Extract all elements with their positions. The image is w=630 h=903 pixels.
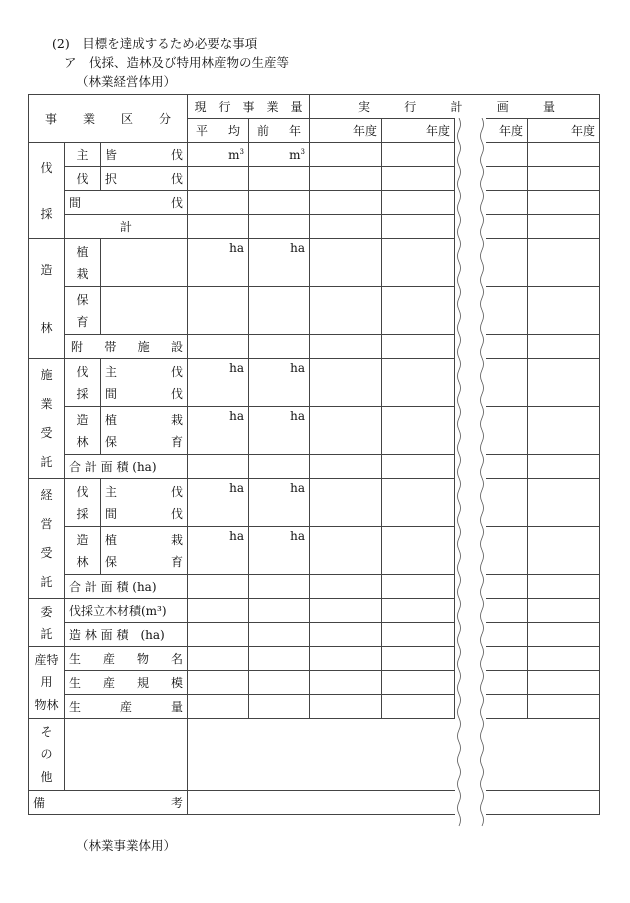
wavy-break-lines: [455, 118, 486, 830]
sekyo-gokei: 合 計 面 積 (ha): [65, 455, 188, 479]
unit-m3-zennen: $m^3$: [249, 143, 310, 167]
group-zorin: 造 林: [29, 239, 65, 359]
unit-ha: ha: [188, 479, 249, 527]
table-break-marker: [455, 118, 486, 830]
unit-ha: ha: [188, 359, 249, 407]
keiei-shoku-hoiku: 植 栽 保 育: [101, 527, 188, 575]
battsai-shu: 主: [65, 143, 101, 167]
production-table: [28, 94, 600, 815]
tokuyo-seisan-kibo: 生 産 規 模: [65, 671, 188, 695]
header-genko: 現 行 事 業 量: [188, 95, 310, 119]
battsai-kaibatsu: 皆 伐: [101, 143, 188, 167]
keiei-zorin: 造 林: [65, 527, 101, 575]
sekyo-battsai: 伐 採: [65, 359, 101, 407]
sekyo-shu-kan: 主 伐 間 伐: [101, 359, 188, 407]
header-nendo-3: 年度: [484, 119, 528, 143]
unit-m3-heikin: $m^3$: [188, 143, 249, 167]
table-label-top: （林業経営体用）: [76, 74, 177, 89]
unit-ha: ha: [188, 527, 249, 575]
zorin-hoiku: 保 育: [65, 287, 101, 335]
group-battsai: 伐 採: [29, 143, 65, 239]
header-zennen: 前 年: [249, 119, 310, 143]
sonota-label: そ の 他: [29, 719, 65, 791]
unit-ha: ha: [188, 407, 249, 455]
itaku-zorin-menseki: 造 林 面 積 (ha): [65, 623, 188, 647]
keiei-shu-kan: 主 伐 間 伐: [101, 479, 188, 527]
biko-label: 備 考: [29, 791, 188, 815]
battsai-kanbatsu: 間 伐: [65, 191, 188, 215]
header-heikin: 平 均: [188, 119, 249, 143]
keiei-battsai: 伐 採: [65, 479, 101, 527]
battsai-takubatsu: 択 伐: [101, 167, 188, 191]
unit-ha: ha: [249, 407, 310, 455]
keiei-gokei: 合 計 面 積 (ha): [65, 575, 188, 599]
section-heading: (2) 目標を達成するため必要な事項: [52, 36, 258, 51]
unit-ha: ha: [249, 527, 310, 575]
group-sekyo-jutaku: 施 業 受 託: [29, 359, 65, 479]
zorin-futai-shisetsu: 附 帯 施 設: [65, 335, 188, 359]
unit-ha: ha: [249, 359, 310, 407]
sekyo-shoku-hoiku: 植 栽 保 育: [101, 407, 188, 455]
group-itaku: 委 託: [29, 599, 65, 647]
header-jikko: 実 行 計 画 量: [310, 95, 600, 119]
itaku-batsu-zaiseki: 伐採立木材積(m³): [65, 599, 188, 623]
battsai-kei: 計: [65, 215, 188, 239]
tokuyo-seisan-ryo: 生 産 量: [65, 695, 188, 719]
header-nendo-4: 年度: [528, 119, 600, 143]
header-nendo-2: 年度: [382, 119, 455, 143]
unit-ha: ha: [249, 239, 310, 287]
group-tokuyo-rinsanbutsu: 産特 用 物林: [29, 647, 65, 719]
zorin-shokusai: 植 栽: [65, 239, 101, 287]
header-jigyo-kubun: 事 業 区 分: [29, 95, 188, 143]
tokuyo-seisanbutsu-mei: 生 産 物 名: [65, 647, 188, 671]
unit-ha: ha: [249, 479, 310, 527]
battsai-batsu: 伐: [65, 167, 101, 191]
unit-ha: ha: [188, 239, 249, 287]
section-subheading: ア 伐採、造林及び特用林産物の生産等: [64, 55, 290, 70]
group-keiei-jutaku: 経 営 受 託: [29, 479, 65, 599]
header-nendo-1: 年度: [310, 119, 382, 143]
table-label-bottom: （林業事業体用）: [76, 838, 177, 853]
sekyo-zorin: 造 林: [65, 407, 101, 455]
